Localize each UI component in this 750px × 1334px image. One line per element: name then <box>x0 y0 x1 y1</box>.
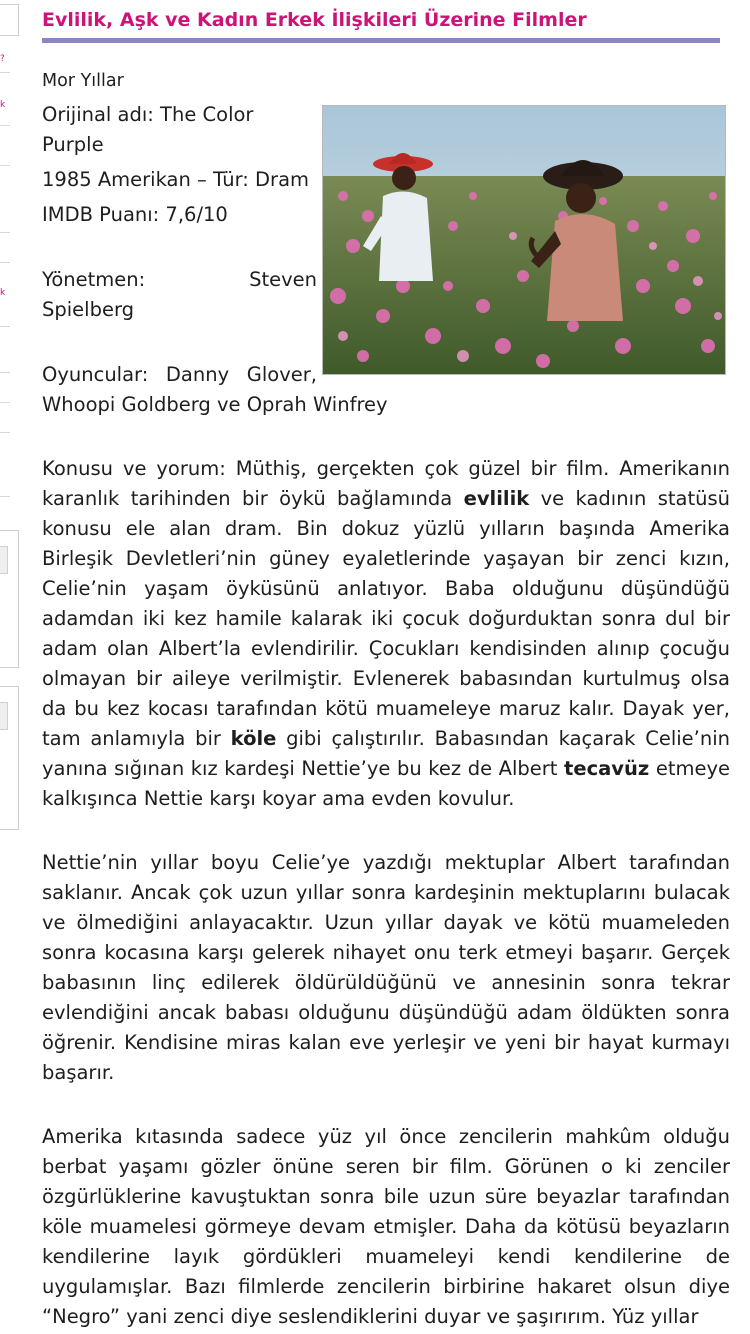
bold-keyword: köle <box>230 727 277 750</box>
paragraph-text: Konusu ve yorum: Müthiş, gerçekten çok güzel bir film. Amerikanın karanlık tarihinden bir öykü bağlamında <box>42 457 730 510</box>
sidebar-link-fragment[interactable]: k <box>0 288 6 298</box>
title-underline <box>42 38 720 43</box>
original-title-line: Orijinal adı: The Color <box>42 103 254 126</box>
sidebar-divider <box>0 496 10 497</box>
director-last-name: Spielberg <box>42 298 135 321</box>
sidebar-widget-box[interactable] <box>0 4 19 36</box>
director-line <box>42 265 317 295</box>
imdb-rating: IMDB Puanı: 7,6/10 <box>42 203 228 226</box>
sidebar-link-fragment[interactable]: ? <box>0 54 5 64</box>
sidebar-divider <box>0 165 10 166</box>
year-genre: 1985 Amerikan – Tür: Dram <box>42 168 310 191</box>
original-title-line: Purple <box>42 133 104 156</box>
sidebar-button-fragment[interactable] <box>0 546 8 574</box>
director-label: Yönetmen: <box>42 268 146 291</box>
sidebar-divider <box>0 262 10 263</box>
article-paragraph: Amerika kıtasında sadece yüz yıl önce zencilerin mahkûm olduğu berbat yaşamı gözler önüne seren bir film. Görünen o ki zenciler özgürlüklerine kavuştuktan sonra bile uzun süre beyazlar tarafından köle muamelesi görmeye devam etmişler. Daha da kötüsü beyazların kendilerine layık gördükleri muameleyi kendi kendilerine de uygulamışlar. Bazı filmlerde zencilerin birbirine hakaret olsun diye “Negro” yani zenci diye seslendiklerini duyar ve şaşırırım. Yüz yıllar <box>42 1125 730 1328</box>
post-header <box>42 4 720 43</box>
cast-line <box>42 360 317 390</box>
cast-first: Danny <box>165 363 230 386</box>
page-title[interactable]: Evlilik, Aşk ve Kadın Erkek İlişkileri Üzerine Filmler <box>42 9 587 31</box>
cast-second: Glover, <box>246 363 317 386</box>
sidebar-divider <box>0 232 10 233</box>
sidebar-divider <box>0 125 10 126</box>
bold-keyword: tecavüz <box>564 757 650 780</box>
sidebar-button-fragment[interactable] <box>0 702 8 730</box>
movie-still-image[interactable] <box>322 105 726 375</box>
sidebar-divider <box>0 432 10 433</box>
paragraph-text: gibi çalıştırılır. Babasından kaçarak Celie’nin yanına sığınan kız kardeşi Nettie’ye bu kez de Albert <box>42 727 730 780</box>
sidebar-divider <box>0 326 10 327</box>
bold-keyword: evlilik <box>463 487 530 510</box>
sidebar-divider <box>0 72 10 73</box>
sidebar-divider <box>0 372 10 373</box>
paragraph-text: ve kadının statüsü konusu ele alan dram. Bin dokuz yüzlü yılların başında Amerika Birleşik Devletleri’nin güney eyaletlerinde yaşayan bir zenci kızın, Celie’nin yaşam öyküsünü anlatıyor. Baba olduğunu düşündüğü adamdan iki kez hamile kalarak iki çocuk doğurduktan sonra dul bir adam olan Albert’la evlendirilir. Çocukları kendisinden alınıp çocuğu olmayan bir aileye verilmiştir. Evlenerek babasından kurtulmuş olsa da bu kez kocası tarafından kötü muameleye maruz kalır. Dayak yer, tam anlamıyla bir <box>42 487 730 750</box>
sidebar-divider <box>0 402 10 403</box>
article-paragraph: Nettie’nin yıllar boyu Celie’ye yazdığı mektuplar Albert tarafından saklanır. Ancak çok uzun yıllar sonra kardeşinin mektuplarını bulacak ve ölmediğini anlayacaktır. Uzun yıllar dayak ve kötü muameleden sonra kocasına karşı gelerek nihayet onu terk etmeyi başarır. Gerçek babasının linç edilerek öldürüldüğünü ve annesinin sonra tekrar evlendiğini ancak babası olduğunu düşündüğü adam öldükten sonra öğrenir. Kendisine miras kalan eve yerleşir ve yeni bir hayat kurmayı başarır. <box>42 851 730 1084</box>
sidebar-link-fragment[interactable]: k <box>0 100 6 110</box>
cast-rest: Whoopi Goldberg ve Oprah Winfrey <box>42 393 388 416</box>
director-first-name: Steven <box>249 268 317 291</box>
cast-label: Oyuncular: <box>42 363 149 386</box>
paragraph-text: etmeye kalkışınca Nettie karşı koyar ama evden kovulur. <box>42 757 730 810</box>
sidebar-fragment <box>0 0 20 1334</box>
movie-name: Mor Yıllar <box>42 71 124 91</box>
article-paragraph <box>42 454 730 814</box>
